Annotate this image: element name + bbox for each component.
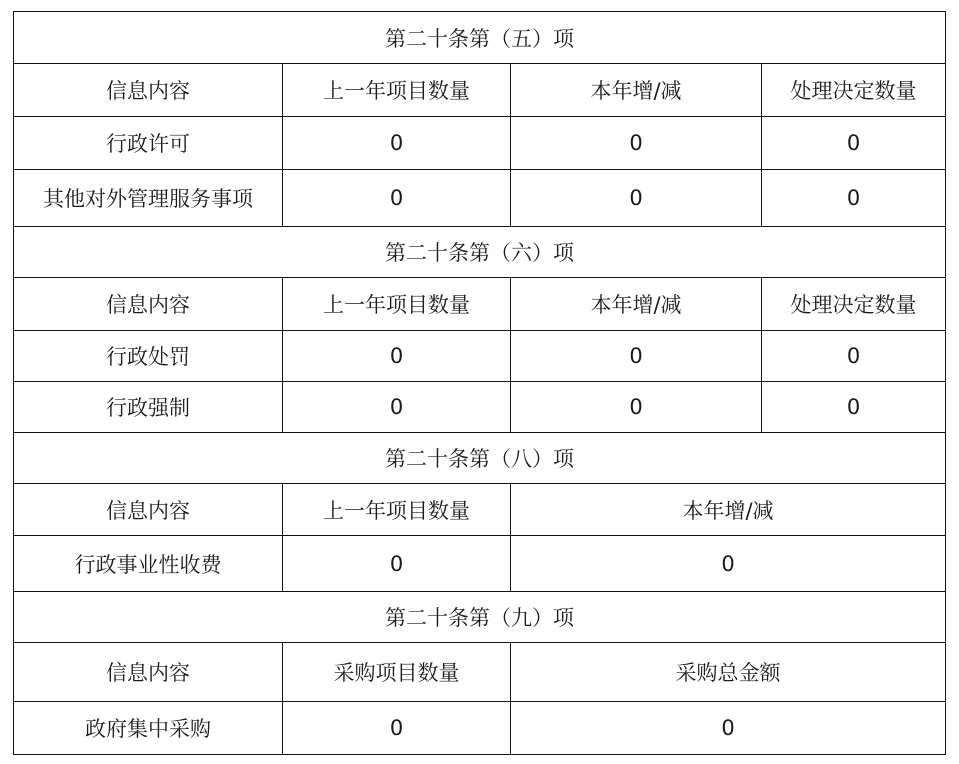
row-label: 行政处罚 <box>14 331 283 382</box>
header-cell: 本年增/减 <box>511 484 946 536</box>
table-row <box>14 170 946 227</box>
row-label: 行政强制 <box>14 382 283 433</box>
header-cell: 信息内容 <box>14 484 283 536</box>
cell-value: 0 <box>511 170 762 227</box>
section-title: 第二十条第（五）项 <box>14 12 946 64</box>
cell-value: 0 <box>511 536 946 592</box>
section-title: 第二十条第（八）项 <box>14 433 946 484</box>
table-row <box>14 702 946 755</box>
section-title-row <box>14 227 946 278</box>
header-cell: 采购总金额 <box>511 643 946 702</box>
header-cell: 本年增/减 <box>511 278 762 331</box>
cell-value: 0 <box>283 382 511 433</box>
cell-value: 0 <box>511 382 762 433</box>
table-row <box>14 382 946 433</box>
cell-value: 0 <box>283 702 511 755</box>
cell-value: 0 <box>283 331 511 382</box>
header-cell: 信息内容 <box>14 64 283 117</box>
section-title-row <box>14 433 946 484</box>
table-row <box>14 536 946 592</box>
cell-value: 0 <box>511 702 946 755</box>
header-row <box>14 484 946 536</box>
cell-value: 0 <box>762 331 946 382</box>
header-cell: 上一年项目数量 <box>283 484 511 536</box>
header-row <box>14 643 946 702</box>
table-row <box>14 331 946 382</box>
section-title: 第二十条第（六）项 <box>14 227 946 278</box>
row-label: 行政许可 <box>14 117 283 170</box>
section-title-row <box>14 592 946 643</box>
disclosure-table <box>13 11 946 755</box>
row-label: 政府集中采购 <box>14 702 283 755</box>
row-label: 其他对外管理服务事项 <box>14 170 283 227</box>
header-cell: 上一年项目数量 <box>283 64 511 117</box>
row-label: 行政事业性收费 <box>14 536 283 592</box>
header-cell: 采购项目数量 <box>283 643 511 702</box>
cell-value: 0 <box>283 117 511 170</box>
header-cell: 信息内容 <box>14 643 283 702</box>
cell-value: 0 <box>511 117 762 170</box>
cell-value: 0 <box>283 536 511 592</box>
header-cell: 本年增/减 <box>511 64 762 117</box>
header-row <box>14 64 946 117</box>
cell-value: 0 <box>511 331 762 382</box>
cell-value: 0 <box>283 170 511 227</box>
section-title: 第二十条第（九）项 <box>14 592 946 643</box>
header-cell: 处理决定数量 <box>762 64 946 117</box>
header-cell: 处理决定数量 <box>762 278 946 331</box>
cell-value: 0 <box>762 170 946 227</box>
section-title-row <box>14 12 946 64</box>
cell-value: 0 <box>762 382 946 433</box>
header-cell: 信息内容 <box>14 278 283 331</box>
table-row <box>14 117 946 170</box>
header-row <box>14 278 946 331</box>
header-cell: 上一年项目数量 <box>283 278 511 331</box>
cell-value: 0 <box>762 117 946 170</box>
